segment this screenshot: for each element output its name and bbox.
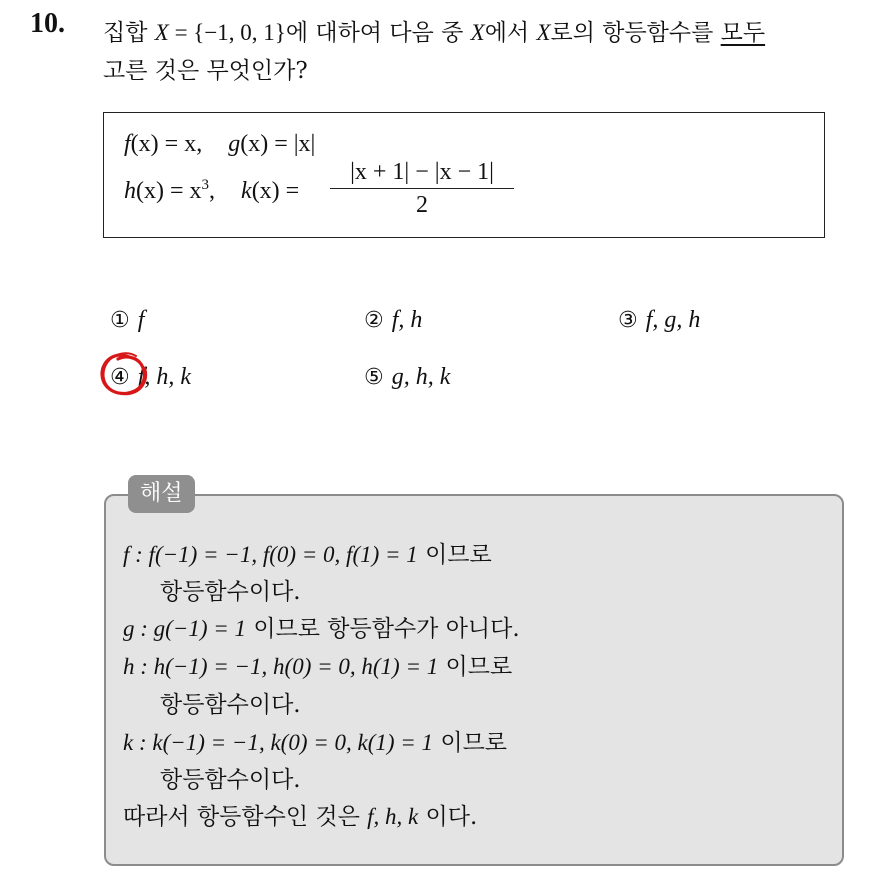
choice-number: ③ [618, 308, 638, 333]
choice-text: f [137, 307, 145, 333]
question-text: 집합 [103, 20, 155, 46]
question-text-line-1 [103, 14, 765, 47]
domain-variable: X [470, 20, 485, 45]
solution-math: k : k(−1) = −1, k(0) = 0, k(1) = 1 [123, 730, 434, 755]
solution-text: 이므로 [438, 654, 513, 680]
solution-text: 이므로 [417, 542, 492, 568]
choice-number: ④ [110, 365, 130, 390]
function-h-name: h [124, 178, 136, 204]
function-line-2 [124, 177, 299, 205]
question-text: 에서 [484, 20, 537, 46]
choice-2[interactable] [364, 307, 422, 334]
function-h-tail: , [209, 178, 216, 204]
choice-text: f, h [391, 307, 423, 333]
function-k-definition: (x) = [251, 178, 300, 204]
set-variable: X [154, 20, 169, 45]
choice-5[interactable] [364, 364, 450, 391]
solution-line-3 [123, 610, 520, 643]
function-k-fraction [330, 159, 514, 219]
solution-tag: 해설 [128, 475, 195, 513]
question-text: 에 대하여 다음 중 [285, 20, 471, 46]
solution-math: f : f(−1) = −1, f(0) = 0, f(1) = 1 [123, 542, 418, 567]
choice-text: g, h, k [391, 364, 451, 390]
function-h-exponent: 3 [201, 177, 210, 193]
question-number: 10. [30, 8, 65, 39]
solution-line-7 [160, 761, 301, 794]
emphasis-underline: 모두 [720, 20, 766, 46]
choice-text: f, g, h [645, 307, 701, 333]
codomain-variable: X [536, 20, 551, 45]
solution-line-2 [160, 573, 301, 606]
set-definition: = {−1, 0, 1} [168, 20, 286, 45]
solution-text: 항등함수이다. [160, 767, 301, 793]
solution-line-8 [123, 798, 477, 831]
solution-text: 이므로 [433, 730, 508, 756]
fraction-denominator: 2 [416, 192, 428, 218]
solution-math: f, h, k [367, 804, 419, 829]
choice-number: ② [364, 308, 384, 333]
solution-text: 따라서 항등함수인 것은 [123, 804, 368, 830]
solution-text: 이므로 항등함수가 아니다. [246, 616, 520, 642]
solution-math: g : g(−1) = 1 [123, 616, 247, 641]
solution-math: h : h(−1) = −1, h(0) = 0, h(1) = 1 [123, 654, 439, 679]
fraction-numerator: |x + 1| − |x − 1| [330, 159, 514, 189]
function-f-name: f [124, 131, 131, 157]
function-g-definition: (x) = |x| [240, 131, 316, 157]
solution-line-1 [123, 536, 492, 569]
question-text: 로의 항등함수를 [550, 20, 721, 46]
function-definition-box [103, 112, 825, 238]
question-text-line-2: 고른 것은 무엇인가? [103, 58, 308, 84]
solution-text: 항등함수이다. [160, 579, 301, 605]
function-f-definition: (x) = x, [130, 131, 203, 157]
choice-1[interactable] [110, 307, 144, 334]
function-h-definition: (x) = x [136, 178, 202, 204]
function-g-name: g [228, 131, 241, 157]
solution-text: 항등함수이다. [160, 692, 301, 718]
solution-line-5 [160, 686, 301, 719]
function-k-name: k [241, 178, 252, 204]
choice-text: f, h, k [137, 364, 192, 390]
solution-text: 이다. [418, 804, 478, 830]
function-line-1 [124, 131, 315, 158]
choice-number: ① [110, 308, 130, 333]
choice-number: ⑤ [364, 365, 384, 390]
answer-circle-mark-icon [96, 348, 152, 400]
choice-3[interactable] [618, 307, 700, 334]
solution-line-6 [123, 724, 507, 757]
solution-line-4 [123, 648, 512, 681]
